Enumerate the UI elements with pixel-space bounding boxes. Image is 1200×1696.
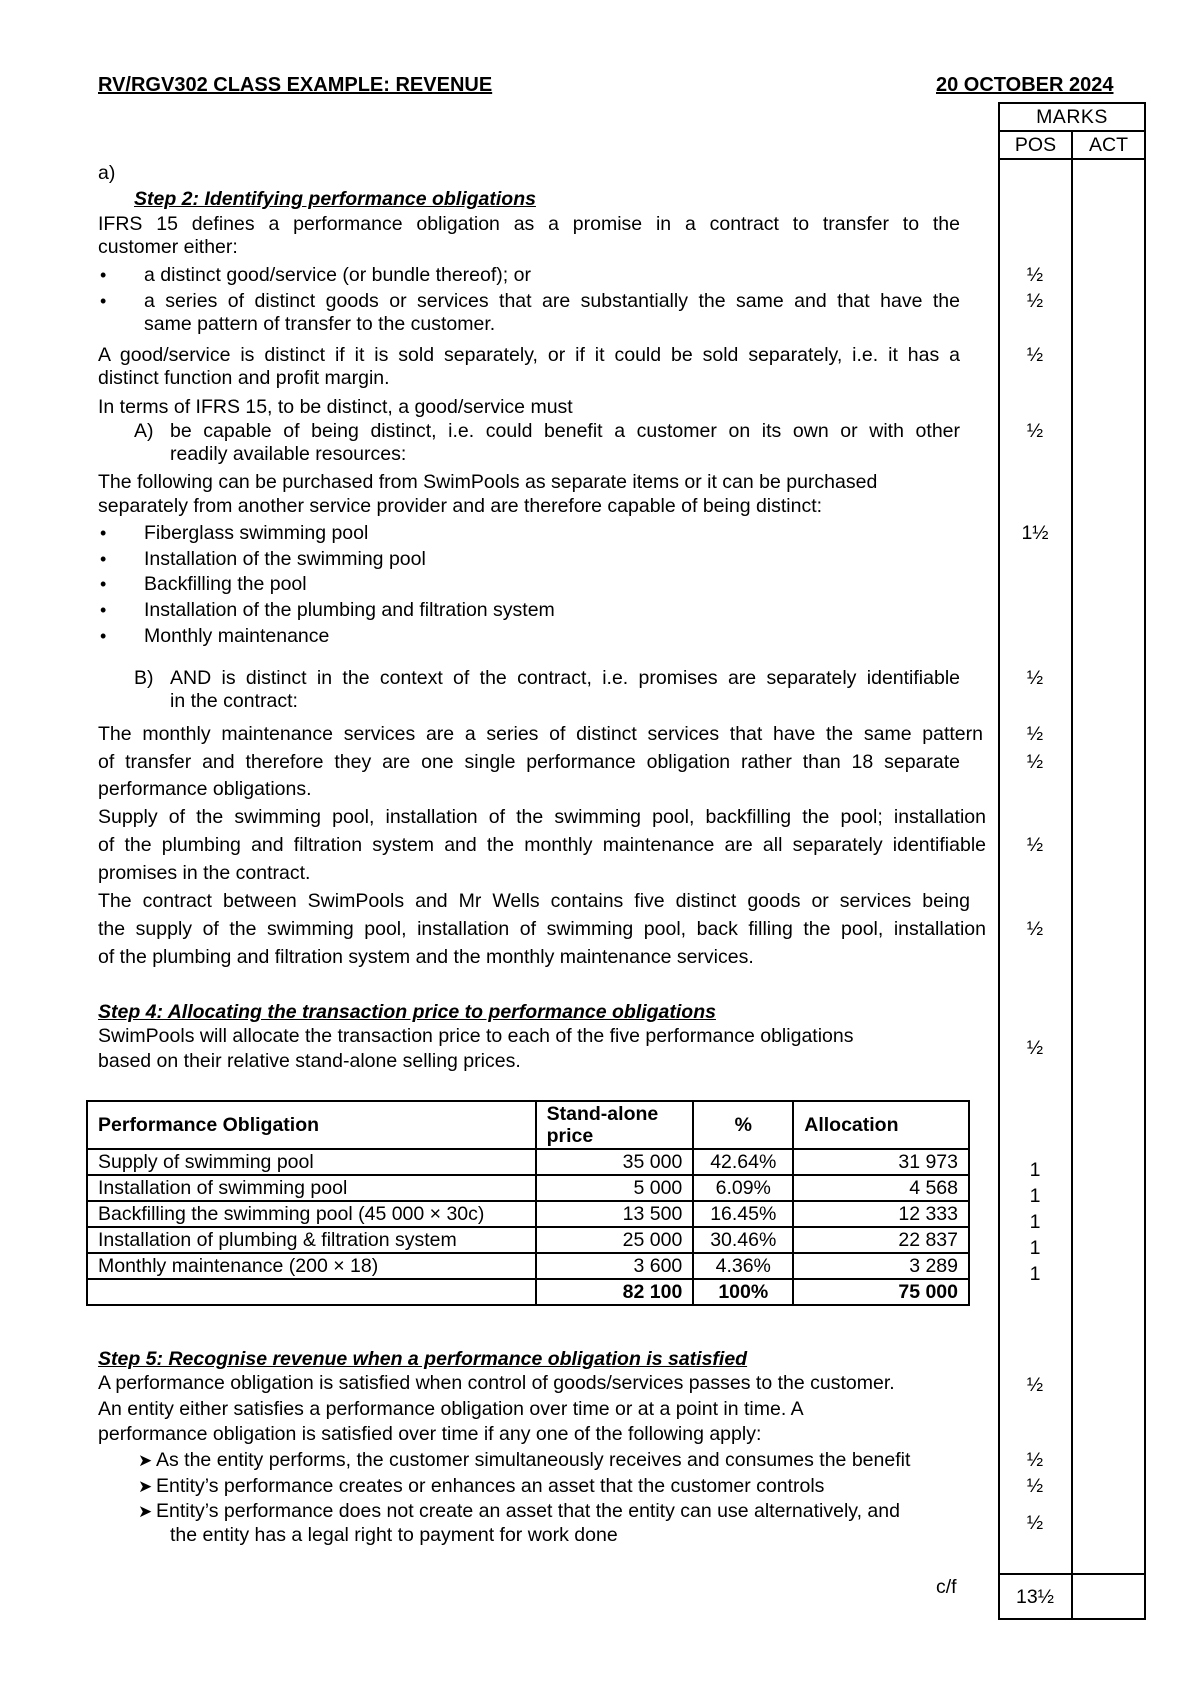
- mark-one: 1: [1029, 1263, 1041, 1285]
- mark-half: ½: [1026, 1374, 1044, 1396]
- step2-item-5: • Monthly maintenance: [144, 623, 329, 649]
- cell-pct: 4.36%: [693, 1253, 793, 1279]
- step2-item-3: • Backfilling the pool: [144, 571, 307, 597]
- cell-obligation: Backfilling the swimming pool (45 000 × 30c): [87, 1201, 536, 1227]
- mark-one: 1: [1029, 1237, 1041, 1259]
- arrow-bullet-icon: ➤: [138, 1477, 153, 1496]
- step2-a-line1: be capable of being distinct, i.e. could benefit a customer on its own or with other: [170, 420, 960, 442]
- step5-heading: Step 5: Recognise revenue when a performance obligation is satisfied: [98, 1348, 748, 1370]
- step2-b-line1: AND is distinct in the context of the contract, i.e. promises are separately identifiable: [170, 667, 960, 689]
- step2-bullet-2-line1: • a series of distinct goods or services that are substantially the same and that have the: [144, 288, 960, 314]
- cell-allocation: 12 333: [793, 1201, 969, 1227]
- document-date: 20 OCTOBER 2024: [936, 74, 1114, 96]
- cell-allocation: 31 973: [793, 1149, 969, 1175]
- step2-a-label: A): [134, 420, 154, 442]
- document-title: RV/RGV302 CLASS EXAMPLE: REVENUE: [98, 74, 493, 96]
- part-label: a): [98, 162, 116, 184]
- mark-one: 1: [1029, 1185, 1041, 1207]
- step2-item-4: • Installation of the plumbing and filtration system: [144, 597, 555, 623]
- step5-p-line1: A performance obligation is satisfied when control of goods/services passes to the customer.: [98, 1372, 895, 1394]
- step2-p7-line3: of the plumbing and filtration system and the monthly maintenance services.: [98, 946, 754, 968]
- mark-half: ½: [1026, 834, 1044, 856]
- step2-p6-line3: promises in the contract.: [98, 862, 311, 884]
- cell-price: 3 600: [536, 1253, 694, 1279]
- marks-act-header: ACT: [1089, 134, 1128, 156]
- step2-a-line2: readily available resources:: [170, 443, 407, 465]
- table-row: [87, 1227, 969, 1253]
- cell-total-allocation: 75 000: [793, 1279, 969, 1305]
- cell-obligation: Installation of swimming pool: [87, 1175, 536, 1201]
- arrow-bullet-icon: ➤: [138, 1502, 153, 1521]
- cell-total-price: 82 100: [536, 1279, 694, 1305]
- cell-pct: 30.46%: [693, 1227, 793, 1253]
- mark-half: ½: [1026, 751, 1044, 773]
- mark-one: 1: [1029, 1211, 1041, 1233]
- cell-price: 13 500: [536, 1201, 694, 1227]
- step2-p4-line1: The following can be purchased from SwimPools as separate items or it can be purchased: [98, 471, 878, 493]
- step5-arrow-3: ➤ Entity’s performance does not create an asset that the entity can use alternatively, and: [156, 1498, 900, 1524]
- cell-total-pct: 100%: [693, 1279, 793, 1305]
- cell-price: 25 000: [536, 1227, 694, 1253]
- cell-obligation: Installation of plumbing & filtration system: [87, 1227, 536, 1253]
- step2-p6-line2: of the plumbing and filtration system and the monthly maintenance are all separately identifiable: [98, 834, 986, 856]
- mark-half: ½: [1026, 264, 1044, 286]
- mark-half: ½: [1026, 1512, 1044, 1534]
- table-row: [87, 1149, 969, 1175]
- arrow-bullet-icon: ➤: [138, 1451, 153, 1470]
- table-row: [87, 1175, 969, 1201]
- mark-one-and-half: 1½: [1021, 522, 1049, 544]
- step4-p-line1: SwimPools will allocate the transaction price to each of the five performance obligations: [98, 1025, 854, 1047]
- mark-half: ½: [1026, 1475, 1044, 1497]
- step2-p7-line1: The contract between SwimPools and Mr Wells contains five distinct goods or services being: [98, 890, 970, 912]
- step2-item-1: • Fiberglass swimming pool: [144, 520, 368, 546]
- cell-allocation: 4 568: [793, 1175, 969, 1201]
- mark-half: ½: [1026, 667, 1044, 689]
- step2-p5-line3: performance obligations.: [98, 778, 312, 800]
- step2-heading: Step 2: Identifying performance obligations: [134, 188, 536, 210]
- step2-bullet-2-line2: same pattern of transfer to the customer.: [144, 313, 496, 335]
- allocation-table: [86, 1100, 970, 1306]
- table-row: [87, 1253, 969, 1279]
- mark-half: ½: [1026, 420, 1044, 442]
- marks-title: MARKS: [1036, 106, 1108, 128]
- step2-p5-line1: The monthly maintenance services are a series of distinct services that have the same pattern: [98, 723, 983, 745]
- step5-p-line2: An entity either satisfies a performance obligation over time or at a point in time. A: [98, 1398, 804, 1420]
- cell-obligation: Supply of swimming pool: [87, 1149, 536, 1175]
- col-header-price: Stand-alone price: [536, 1101, 694, 1149]
- mark-half: ½: [1026, 1449, 1044, 1471]
- step4-heading: Step 4: Allocating the transaction price to performance obligations: [98, 1001, 716, 1023]
- cell-pct: 42.64%: [693, 1149, 793, 1175]
- step2-b-line2: in the contract:: [170, 690, 298, 712]
- cell-obligation: Monthly maintenance (200 × 18): [87, 1253, 536, 1279]
- col-header-pct: %: [693, 1101, 793, 1149]
- step2-p4-line2: separately from another service provider and are therefore capable of being distinct:: [98, 495, 823, 517]
- cell-price: 35 000: [536, 1149, 694, 1175]
- step5-arrow-1: ➤ As the entity performs, the customer simultaneously receives and consumes the benefit: [156, 1447, 910, 1473]
- table-row: [87, 1201, 969, 1227]
- cell-allocation: 3 289: [793, 1253, 969, 1279]
- step2-b-label: B): [134, 667, 154, 689]
- cell-pct: 16.45%: [693, 1201, 793, 1227]
- step5-arrow-3-line2: the entity has a legal right to payment for work done: [170, 1524, 618, 1546]
- mark-half: ½: [1026, 1037, 1044, 1059]
- step2-p2-line2: distinct function and profit margin.: [98, 367, 390, 389]
- step2-p1-line1: IFRS 15 defines a performance obligation as a promise in a contract to transfer to the: [98, 213, 960, 235]
- step2-p7-line2: the supply of the swimming pool, installation of swimming pool, back filling the pool, installation: [98, 918, 986, 940]
- table-header-row: [87, 1101, 969, 1149]
- step5-arrow-2: ➤ Entity’s performance creates or enhances an asset that the customer controls: [156, 1473, 824, 1499]
- step2-p6-line1: Supply of the swimming pool, installation of the swimming pool, backfilling the pool; installation: [98, 806, 986, 828]
- mark-half: ½: [1026, 723, 1044, 745]
- col-header-obligation: Performance Obligation: [87, 1101, 536, 1149]
- table-total-row: [87, 1279, 969, 1305]
- cell-allocation: 22 837: [793, 1227, 969, 1253]
- cell-pct: 6.09%: [693, 1175, 793, 1201]
- step2-bullet-1: • a distinct good/service (or bundle thereof); or: [144, 262, 531, 288]
- step2-p2-line1: A good/service is distinct if it is sold separately, or if it could be sold separately, i.e. it has a: [98, 344, 960, 366]
- cell-total-label: [87, 1279, 536, 1305]
- step2-p5-line2: of transfer and therefore they are one single performance obligation rather than 18 separate: [98, 751, 960, 773]
- mark-one: 1: [1029, 1159, 1041, 1181]
- step2-p1-line2: customer either:: [98, 236, 238, 258]
- mark-half: ½: [1026, 918, 1044, 940]
- cell-price: 5 000: [536, 1175, 694, 1201]
- carried-forward-total: 13½: [1016, 1586, 1054, 1608]
- mark-half: ½: [1026, 290, 1044, 312]
- step2-item-2: • Installation of the swimming pool: [144, 546, 426, 572]
- step2-p3: In terms of IFRS 15, to be distinct, a good/service must: [98, 396, 573, 418]
- col-header-allocation: Allocation: [793, 1101, 969, 1149]
- marks-pos-header: POS: [1014, 134, 1057, 156]
- step5-p-line3: performance obligation is satisfied over time if any one of the following apply:: [98, 1423, 762, 1445]
- step4-p-line2: based on their relative stand-alone selling prices.: [98, 1050, 521, 1072]
- carried-forward-label: c/f: [936, 1576, 957, 1598]
- mark-half: ½: [1026, 344, 1044, 366]
